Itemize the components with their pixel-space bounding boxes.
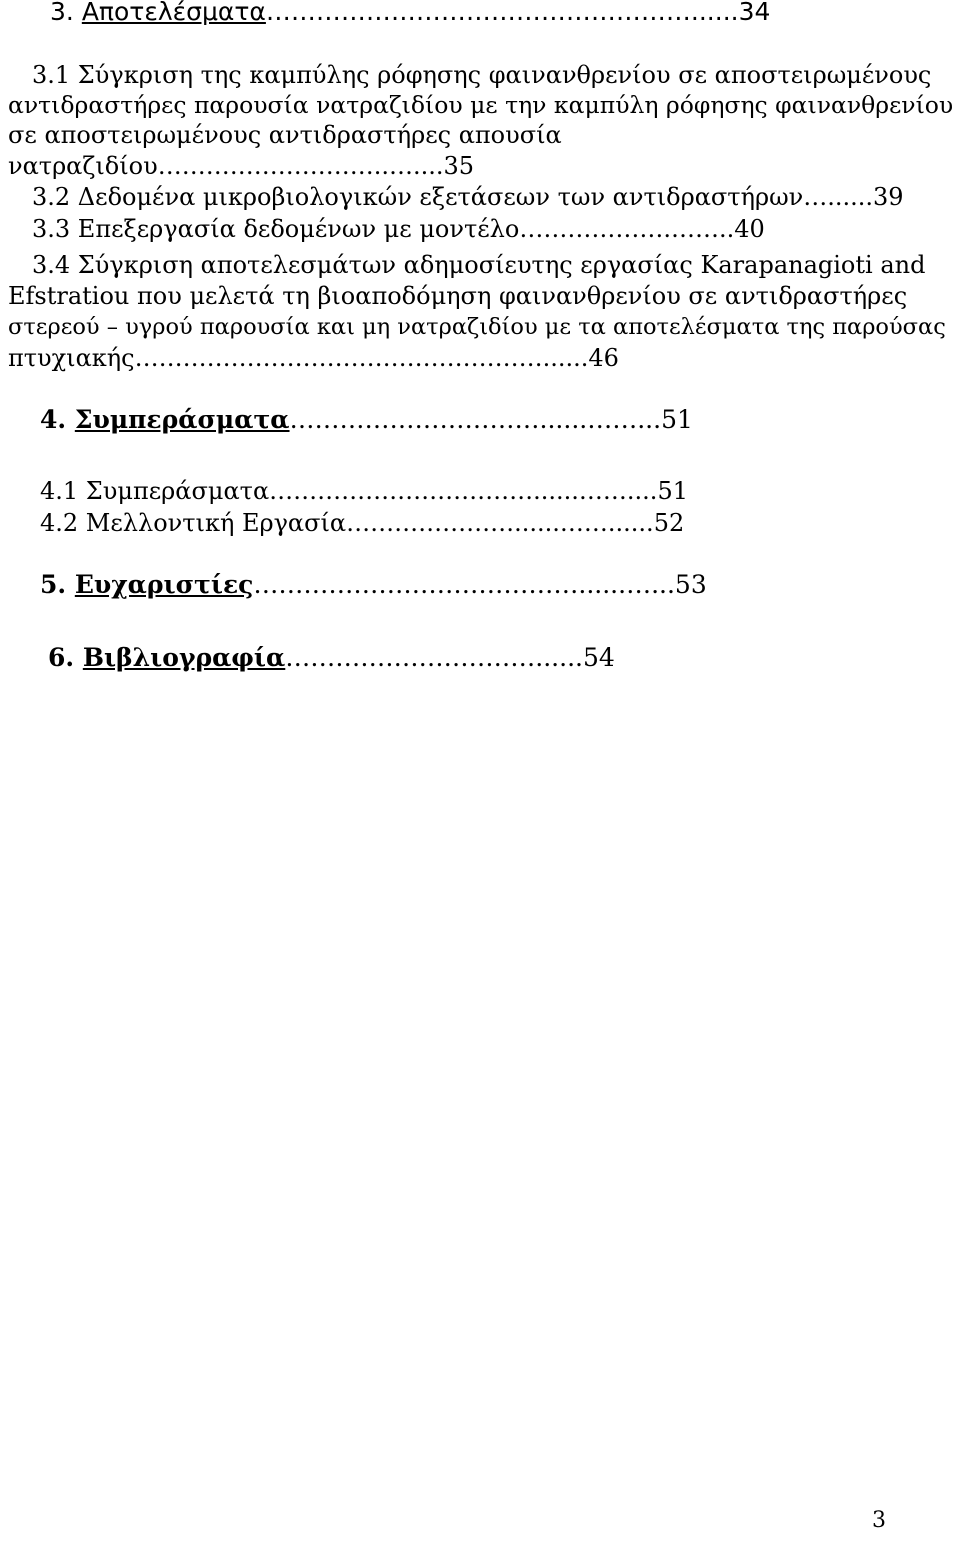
- toc-entry-3-4-line2: Efstratiou που μελετά τη βιοαποδόμηση φαινανθρενίου σε αντιδραστήρες: [8, 282, 908, 310]
- toc-entry-3-num: 3.: [50, 0, 82, 26]
- toc-entry-5-title: Ευχαριστίες: [74, 570, 254, 599]
- page-number: 3: [872, 1508, 886, 1533]
- toc-entry-6-num: 6.: [48, 643, 83, 672]
- toc-entry-3-1-line4: νατραζιδίου………………………..…....35: [8, 152, 475, 180]
- toc-entry-5-page: 53: [674, 570, 707, 599]
- toc-entry-6-dots: …………………………......: [285, 643, 583, 672]
- toc-entry-3-1-line3: σε αποστειρωμένους αντιδραστήρες απουσία: [8, 121, 562, 149]
- toc-entry-3-1-line2: αντιδραστήρες παρουσία νατραζιδίου με την καμπύλη ρόφησης φαινανθρενίου: [8, 91, 954, 119]
- toc-entry-6: [48, 643, 615, 673]
- toc-entry-3: [50, 0, 770, 27]
- toc-entry-3-page: 34: [738, 0, 771, 26]
- toc-entry-3-1-line1: 3.1 Σύγκριση της καμπύλης ρόφησης φαινανθρενίου σε αποστειρωμένους: [32, 61, 932, 89]
- toc-entry-3-4-line4: πτυχιακής……………………………………………......46: [8, 344, 619, 372]
- toc-entry-4-title: Συμπεράσματα: [74, 405, 290, 434]
- toc-entry-3-2: 3.2 Δεδομένα μικροβιολογικών εξετάσεων των αντιδραστήρων…......39: [32, 183, 904, 211]
- toc-entry-3-3: 3.3 Επεξεργασία δεδομένων με μοντέλο……………….……..40: [32, 215, 765, 243]
- toc-entry-4-2: 4.2 Μελλοντική Εργασία…………………......……......52: [40, 509, 685, 537]
- toc-entry-3-4-line3: στερεού – υγρού παρουσία και μη νατραζιδίου με τα αποτελέσματα της παρούσας: [8, 314, 946, 340]
- toc-entry-5-num: 5.: [40, 570, 75, 599]
- toc-entry-3-dots: ……………………………………………......: [265, 0, 739, 26]
- toc-entry-4-1: 4.1 Συμπεράσματα……………………………......……....51: [40, 477, 688, 505]
- toc-entry-4: [40, 405, 693, 435]
- toc-entry-3-4-line1: 3.4 Σύγκριση αποτελεσμάτων αδημοσίευτης εργασίας Karapanagioti and: [32, 251, 926, 279]
- toc-entry-3-title: Αποτελέσματα: [81, 0, 266, 26]
- toc-entry-6-page: 54: [582, 643, 615, 672]
- toc-entry-5: [40, 570, 707, 600]
- toc-entry-4-dots: …………………………......……...: [289, 405, 662, 434]
- toc-entry-6-title: Βιβλιογραφία: [82, 643, 286, 672]
- toc-entry-4-page: 51: [661, 405, 693, 434]
- toc-entry-5-dots: …………………………………......…...: [253, 570, 675, 599]
- toc-entry-4-num: 4.: [40, 405, 75, 434]
